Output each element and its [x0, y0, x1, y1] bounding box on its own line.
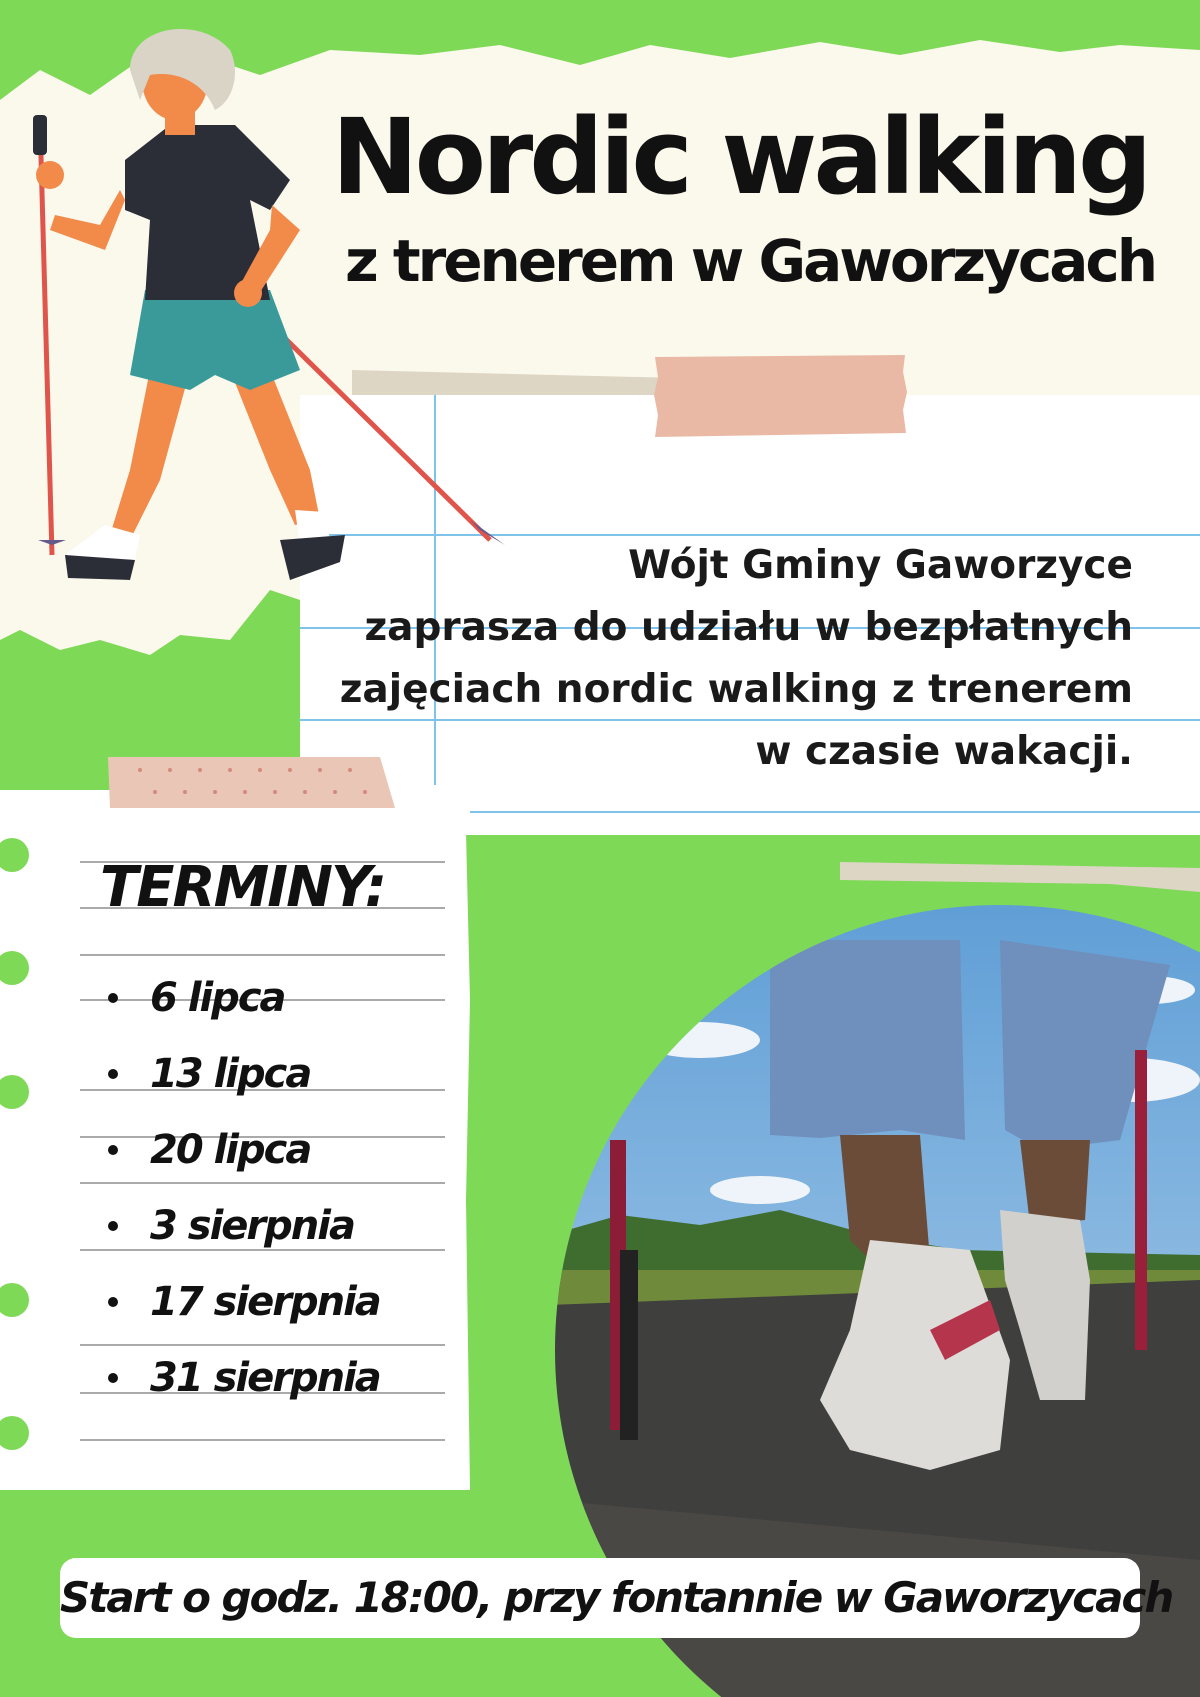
term-date: 3 sierpnia: [100, 1188, 380, 1264]
tape-pink: [654, 355, 907, 437]
invitation-line: zaprasza do udziału w bezpłatnych: [364, 605, 1133, 650]
start-info-text: Start o godz. 18:00, przy fontannie w Gaworzycach: [60, 1573, 1173, 1622]
term-date: 17 sierpnia: [100, 1264, 380, 1340]
page-title: Nordic walking: [331, 96, 1149, 218]
term-date: 13 lipca: [100, 1036, 380, 1112]
invitation-line: w czasie wakacji.: [755, 729, 1133, 774]
invitation-line: Wójt Gminy Gaworzyce: [628, 543, 1133, 588]
terms-list: [100, 960, 380, 1416]
term-date: 31 sierpnia: [100, 1340, 380, 1416]
invitation-line: zajęciach nordic walking z trenerem: [339, 667, 1133, 712]
term-date: 20 lipca: [100, 1112, 380, 1188]
term-date: 6 lipca: [100, 960, 380, 1036]
tape-beige-bottom: [840, 862, 1200, 892]
invitation-text: [333, 535, 1133, 783]
terms-heading: TERMINY:: [100, 855, 386, 920]
page-subtitle: z trenerem w Gaworzycach: [344, 227, 1156, 295]
start-info-box: [60, 1558, 1173, 1638]
